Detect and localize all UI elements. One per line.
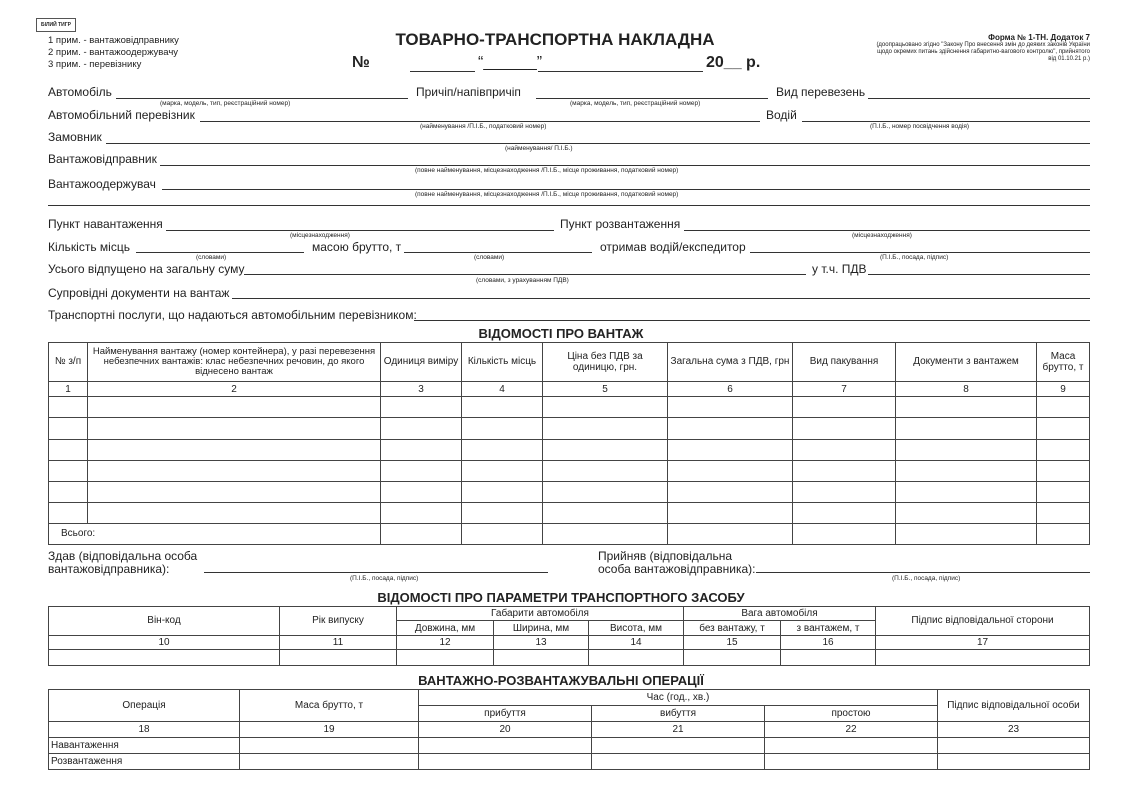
cargo-num: 9 [1037,381,1090,397]
number-sign: № [352,54,370,71]
carrier-field[interactable] [200,121,760,122]
consignee-hint: (повне найменування, місцезнаходження /П.І.Б., місце проживання, податковий номер) [415,191,679,198]
driver-label: Водій [766,108,797,122]
services-field[interactable] [414,320,1090,321]
cargo-th-3: Одиниця виміру [381,343,462,382]
total-sum-hint: (словами, з урахуванням ПДВ) [476,277,569,284]
cargo-section-title: ВІДОМОСТІ ПРО ВАНТАЖ [478,326,644,341]
received-by-field[interactable] [750,252,1090,253]
customer-label: Замовник [48,130,102,144]
vat-field[interactable] [868,274,1090,275]
shipper-label: Вантажовідправник [48,152,157,166]
op-num: 18 [49,722,240,737]
cargo-num: 4 [462,381,543,397]
vehicle-section-title: ВІДОМОСТІ ПРО ПАРАМЕТРИ ТРАНСПОРТНОГО ЗАСОБУ [377,590,745,605]
took-hint: (П.І.Б., посада, підпис) [892,575,961,582]
vehicle-table [48,606,1090,666]
transport-type-field[interactable] [868,98,1090,99]
operations-section-title: ВАНТАЖНО-РОЗВАНТАЖУВАЛЬНІ ОПЕРАЦІЇ [418,673,704,688]
docs-label: Супровідні документи на вантаж [48,286,230,300]
gross-mass-label: масою брутто, т [312,240,402,254]
cargo-num: 8 [896,381,1037,397]
table-row[interactable] [49,650,1090,666]
op-num: 19 [240,722,419,737]
auto-label: Автомобіль [48,85,112,99]
cargo-table [48,342,1090,545]
empty-header: без вантажу, т [684,621,781,635]
total-sum-label: Усього відпущено на загальну суму [48,262,245,276]
vat-label: у т.ч. ПДВ [812,262,867,276]
logo: БІЛИЙ ТИГР [36,18,76,32]
departure-header: вибуття [592,706,765,722]
places-label: Кількість місць [48,240,130,254]
year-header: Рік випуску [280,607,397,636]
places-field[interactable] [136,252,304,253]
op-signature-header: Підпис відповідальної особи [938,690,1090,722]
table-row[interactable] [49,418,1090,439]
op-num: 22 [765,722,938,737]
copy-3: 3 прим. - перевізнику [48,59,142,70]
cargo-th-6: Загальна сума з ПДВ, грн [668,343,793,382]
op-num: 23 [938,722,1090,737]
cargo-th-4: Кількість місць [462,343,543,382]
consignee-label: Вантажоодержувач [48,177,156,191]
cargo-num: 7 [793,381,896,397]
loaded-header: з вантажем, т [781,621,876,635]
vehicle-num: 10 [49,635,280,649]
table-row[interactable] [49,460,1090,481]
consignee-field-2[interactable] [48,205,1090,206]
cargo-number-row [49,381,1090,397]
auto-hint: (марка, модель, тип, реєстраційний номер) [160,100,291,107]
cargo-total-row[interactable] [49,523,1090,544]
cargo-num: 3 [381,381,462,397]
vehicle-num: 13 [494,635,589,649]
trailer-label: Причіп/напівпричіп [416,85,521,99]
vehicle-num: 17 [876,635,1090,649]
number-line[interactable] [410,71,475,72]
vehicle-num: 15 [684,635,781,649]
cargo-num: 1 [49,381,88,397]
took-label: Прийняв (відповідальна особа вантажовідправника): [598,549,756,576]
cargo-header-row [49,343,1090,382]
idle-header: простою [765,706,938,722]
time-header: Час (год., хв.) [419,690,938,706]
auto-field[interactable] [116,98,408,99]
copy-2: 2 прим. - вантажоодержувачу [48,47,179,58]
weight-header: Вага автомобіля [684,607,876,621]
form-number: Форма № 1-ТН. Додаток 7 [988,33,1090,42]
took-field[interactable] [756,572,1090,573]
vehicle-num: 11 [280,635,397,649]
operations-number-row [49,722,1090,737]
gave-field[interactable] [204,572,548,573]
trailer-hint: (марка, модель, тип, реєстраційний номер) [570,100,701,107]
cargo-th-1: № з/п [49,343,88,382]
gross-mass-field[interactable] [404,252,592,253]
loading-row-label: Навантаження [49,737,240,753]
gave-label: Здав (відповідальна особа вантажовідправника): [48,549,198,576]
cargo-th-5: Ціна без ПДВ за одиницю, грн. [543,343,668,382]
carrier-hint: (найменування /П.І.Б., податковий номер) [420,123,547,130]
vehicle-num: 14 [589,635,684,649]
unloading-row-label: Розвантаження [49,753,240,769]
op-num: 20 [419,722,592,737]
shipper-field[interactable] [160,165,1090,166]
consignee-field[interactable] [162,189,1090,190]
copies-list [48,35,179,71]
driver-hint: (П.І.Б., номер посвідчення водія) [870,123,970,130]
date-day: “______” [478,54,543,71]
cargo-total-label: Всього: [49,523,381,544]
unload-point-hint: (місцезнаходження) [852,232,912,239]
height-header: Висота, мм [589,621,684,635]
op-num: 21 [592,722,765,737]
op-gross-header: Маса брутто, т [240,690,419,722]
total-sum-field[interactable] [244,274,806,275]
table-row[interactable] [49,502,1090,523]
shipper-hint: (повне найменування, місцезнаходження /П.І.Б., місце проживання, податковий номер) [415,167,679,174]
cargo-num: 5 [543,381,668,397]
operation-header: Операція [49,690,240,722]
transport-type-label: Вид перевезень [776,85,866,99]
trailer-field[interactable] [536,98,768,99]
received-by-hint: (П.І.Б., посада, підпис) [880,254,949,261]
driver-field[interactable] [802,121,1090,122]
table-row[interactable] [49,397,1090,418]
unload-point-label: Пункт розвантаження [560,217,681,231]
width-header: Ширина, мм [494,621,589,635]
form-note: (доопрацьовано згідно "Закону Про внесення змін до деяких законів України щодо окремих питань здійснення габаритно-вагового контролю", прийнятого від 01.10.21 р.) [876,42,1090,62]
cargo-num: 6 [668,381,793,397]
docs-field[interactable] [232,298,1090,299]
cargo-th-8: Документи з вантажем [896,343,1037,382]
load-point-label: Пункт навантаження [48,217,163,231]
places-hint: (словами) [196,254,227,261]
gross-mass-hint: (словами) [474,254,505,261]
copy-1: 1 прим. - вантажовідправнику [48,35,179,46]
customer-hint: (найменування/ П.І.Б.) [505,145,573,152]
dims-header: Габарити автомобіля [397,607,684,621]
load-point-hint: (місцезнаходження) [290,232,350,239]
load-point-field[interactable] [166,230,554,231]
carrier-label: Автомобільний перевізник [48,108,195,122]
services-label: Транспортні послуги, що надаються автомобільним перевізником: [48,308,417,322]
cargo-num: 2 [88,381,381,397]
cargo-th-7: Вид пакування [793,343,896,382]
table-row[interactable] [49,753,1090,769]
document-title: ТОВАРНО-ТРАНСПОРТНА НАКЛАДНА [395,30,715,49]
cargo-th-2: Найменування вантажу (номер контейнера), у разі перевезення небезпечних вантажів: клас небезпечних речовин, до якого віднесено вантаж [88,343,381,382]
table-row[interactable] [49,439,1090,460]
gave-hint: (П.І.Б., посада, підпис) [350,575,419,582]
vehicle-num: 16 [781,635,876,649]
date-month-line[interactable] [538,71,703,72]
received-by-label: отримав водій/експедитор [600,240,746,254]
table-row[interactable] [49,737,1090,753]
vin-header: Він-код [49,607,280,636]
vehicle-number-row [49,635,1090,649]
arrival-header: прибуття [419,706,592,722]
table-row[interactable] [49,481,1090,502]
cargo-th-9: Маса брутто, т [1037,343,1090,382]
operations-table [48,689,1090,770]
date-year: 20__ р. [706,54,761,71]
length-header: Довжина, мм [397,621,494,635]
vehicle-num: 12 [397,635,494,649]
vehicle-signature-header: Підпис відповідальної сторони [876,607,1090,636]
unload-point-field[interactable] [684,230,1090,231]
customer-field[interactable] [106,143,1090,144]
